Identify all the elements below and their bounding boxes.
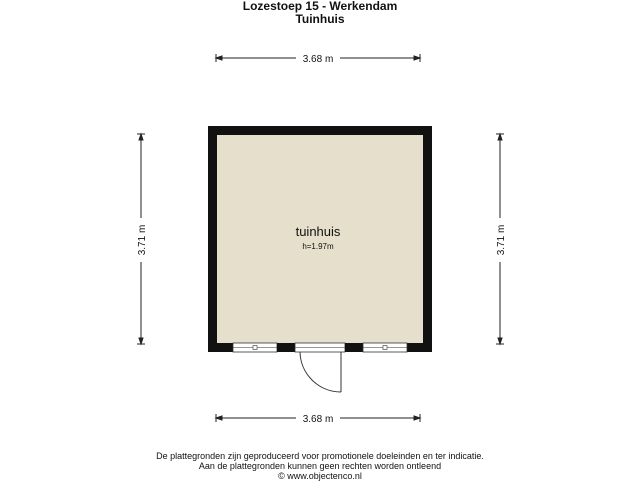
bottom-wall-openings bbox=[233, 343, 407, 352]
disclaimer-footer bbox=[0, 451, 640, 481]
wall-pier-left bbox=[277, 343, 295, 352]
wall-pier-right bbox=[345, 343, 363, 352]
dimension-right-label: 3.71 m bbox=[496, 224, 507, 256]
disclaimer-line-1: De plattegronden zijn geproduceerd voor promotionele doeleinden en ter indicatie. bbox=[156, 451, 484, 461]
door-swing bbox=[300, 352, 341, 392]
room-floor bbox=[217, 135, 423, 343]
floor-title: Tuinhuis bbox=[295, 12, 345, 26]
dimension-left-label: 3.71 m bbox=[137, 224, 148, 256]
address-title: Lozestoep 15 - Werkendam bbox=[242, 0, 398, 13]
dimension-bottom-label: 3.68 m bbox=[302, 414, 334, 425]
dimension-top-label: 3.68 m bbox=[302, 54, 334, 65]
copyright-line: © www.objectenco.nl bbox=[278, 471, 362, 481]
room-name: tuinhuis bbox=[295, 224, 341, 239]
room-height: h=1.97m bbox=[302, 242, 334, 251]
disclaimer-line-2: Aan de plattegronden kunnen geen rechten worden ontleend bbox=[198, 461, 442, 471]
